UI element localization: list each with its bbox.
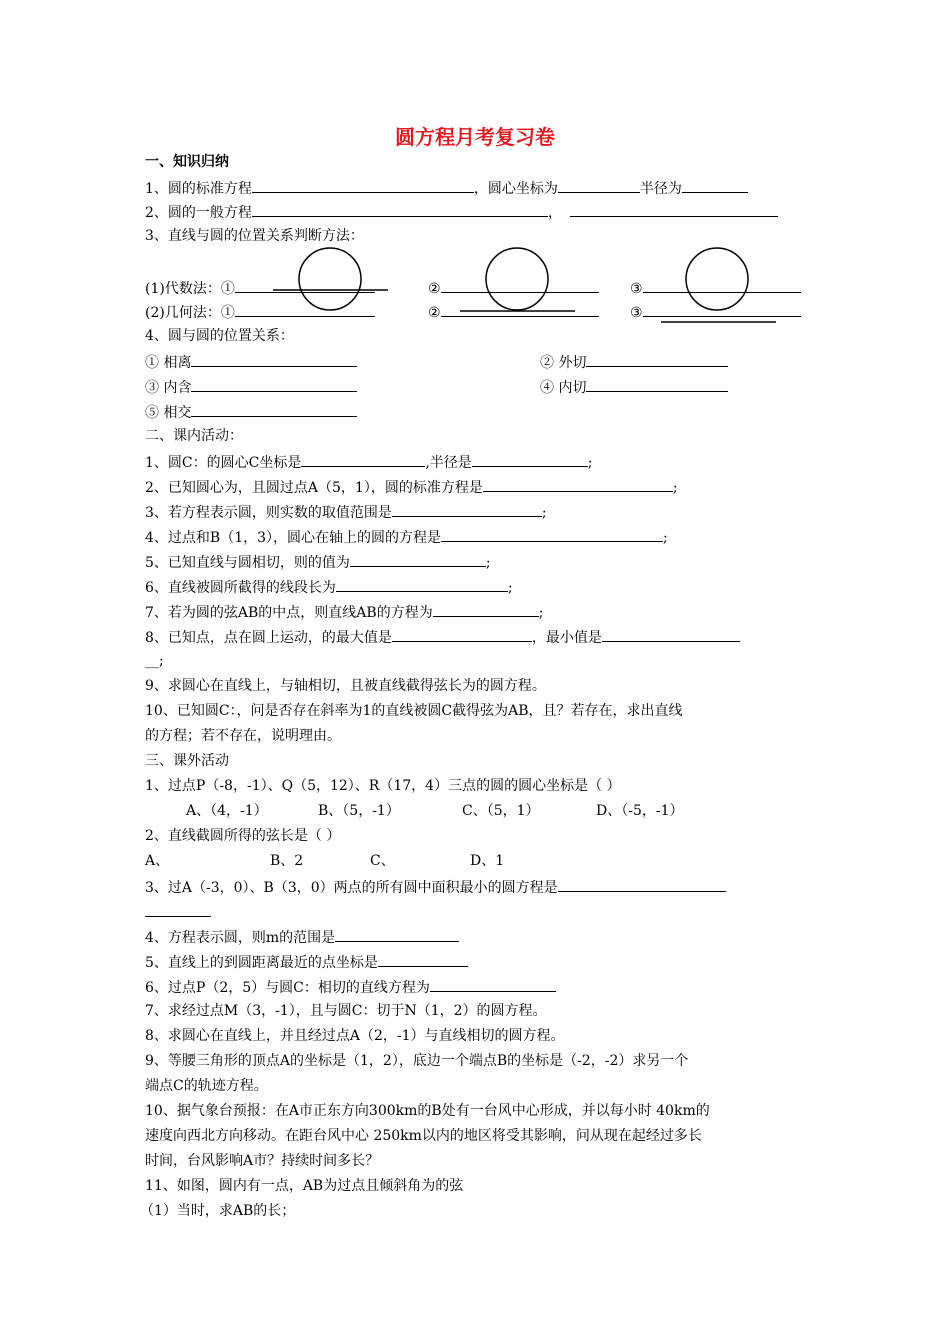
- blank[interactable]: [191, 402, 357, 417]
- s3-q2-option-a[interactable]: A、: [145, 853, 170, 869]
- s3-q3: 3、过A（-3，0）、B（3，0）两点的所有圆中面积最小的圆方程是: [145, 877, 726, 897]
- s3-q1-option-b[interactable]: B、（5，-1）: [318, 803, 400, 819]
- circle-secant-figure: [299, 248, 361, 310]
- blank[interactable]: [335, 927, 459, 942]
- s3-q1: 1、过点P（-8，-1）、Q（5，12）、R（17，4）三点的圆的圆心坐标是（ ）: [145, 778, 621, 794]
- s3-q4: 4、方程表示圆，则m的范围是: [145, 927, 459, 947]
- s2-q8-cont: __;: [145, 653, 164, 669]
- blank[interactable]: [392, 502, 542, 517]
- blank[interactable]: [392, 627, 532, 642]
- section-3-heading: 三、课外活动: [145, 753, 229, 769]
- s2-q6: 6、直线被圆所截得的线段长为 ;: [145, 577, 513, 597]
- s3-q9: 9、等腰三角形的顶点A的坐标是（1，2），底边一个端点B的坐标是（-2，-2）求另一个: [145, 1053, 689, 1069]
- s2-q1: 1、圆C：的圆心C坐标是 ,半径是 ;: [145, 452, 593, 472]
- s1-item-2: 2、圆的一般方程 ，: [145, 202, 778, 222]
- s3-q1-option-c[interactable]: C、（5，1）: [462, 803, 540, 819]
- s2-q10-cont: 的方程；若不存在，说明理由。: [145, 728, 341, 744]
- blank[interactable]: [441, 527, 663, 542]
- blank[interactable]: [472, 452, 588, 467]
- blank[interactable]: [430, 977, 556, 992]
- geometric-method-3: ③: [630, 302, 801, 322]
- circle-tangent-figure: [486, 248, 548, 310]
- s3-q10-cont-2: 时间，台风影响A市？持续时间多长？: [145, 1153, 380, 1169]
- s3-q5: 5、直线上的到圆距离最近的点坐标是: [145, 952, 468, 972]
- s3-q9-cont: 端点C的轨迹方程。: [145, 1078, 268, 1094]
- s2-q8: 8、已知点，点在圆上运动，的最大值是 ，最小值是: [145, 627, 740, 647]
- blank[interactable]: [191, 352, 357, 367]
- geometric-method-2: ②: [428, 302, 599, 322]
- s3-q2-option-d[interactable]: D、1: [470, 853, 505, 869]
- s3-q7: 7、求经过点M（3，-1），且与圆C：切于N（1，2）的圆方程。: [145, 1003, 547, 1019]
- circle-separate-figure: [686, 248, 748, 310]
- s3-q6: 6、过点P（2，5）与圆C：相切的直线方程为: [145, 977, 556, 997]
- blank[interactable]: [301, 452, 425, 467]
- blank[interactable]: [558, 877, 726, 892]
- s3-q2-option-b[interactable]: B、2: [270, 853, 304, 869]
- geometric-method-row: (2)几何法：①: [145, 302, 375, 322]
- s1-item-4: 4、圆与圆的位置关系：: [145, 328, 294, 344]
- s3-q11-part-1: （1）当时，求AB的长；: [140, 1203, 296, 1219]
- blank[interactable]: [350, 552, 486, 567]
- s3-q10-cont-1: 速度向西北方向移动。在距台风中心 250km以内的地区将受其影响，问从现在起经过多长: [145, 1128, 702, 1144]
- relation-internal-tangent: ④ 内切: [540, 377, 728, 397]
- page-title: 圆方程月考复习卷: [395, 125, 555, 149]
- s2-q9: 9、求圆心在直线上，与轴相切，且被直线截得弦长为的圆方程。: [145, 678, 546, 694]
- algebraic-method-row: (1)代数法：①: [145, 278, 375, 298]
- relation-contained: ③ 内含: [145, 377, 357, 397]
- s2-q4: 4、过点和B（1，3），圆心在轴上的圆的方程是 ;: [145, 527, 668, 547]
- blank[interactable]: [145, 902, 211, 917]
- s3-q3-cont: [145, 902, 211, 922]
- blank[interactable]: [191, 377, 357, 392]
- s2-q2: 2、已知圆心为，且圆过点A（5，1），圆的标准方程是 ;: [145, 477, 678, 497]
- blank[interactable]: [378, 952, 468, 967]
- relation-intersect: ⑤ 相交: [145, 402, 357, 422]
- s1-item-3: 3、直线与圆的位置关系判断方法：: [145, 228, 364, 244]
- s1-item-1: 1、圆的标准方程 ，圆心坐标为 半径为: [145, 178, 748, 198]
- s2-q3: 3、若方程表示圆，则实数的取值范围是 ;: [145, 502, 547, 522]
- s3-q2-option-c[interactable]: C、: [370, 853, 395, 869]
- s3-q8: 8、求圆心在直线上，并且经过点A（2，-1）与直线相切的圆方程。: [145, 1028, 565, 1044]
- section-2-heading: 二、课内活动：: [145, 428, 243, 444]
- blank[interactable]: [602, 627, 740, 642]
- blank[interactable]: [483, 477, 673, 492]
- blank[interactable]: [586, 352, 728, 367]
- s2-q7: 7、若为圆的弦AB的中点，则直线AB的方程为 ;: [145, 602, 543, 622]
- relation-external-tangent: ② 外切: [540, 352, 728, 372]
- s3-q11: 11、如图，圆内有一点，AB为过点且倾斜角为的弦: [145, 1178, 464, 1194]
- s2-q5: 5、已知直线与圆相切，则的值为 ;: [145, 552, 491, 572]
- blank[interactable]: [586, 377, 728, 392]
- relation-separate: ① 相离: [145, 352, 357, 372]
- s3-q10: 10、据气象台预报：在A市正东方向300km的B处有一台风中心形成，并以每小时 40km的: [145, 1103, 710, 1119]
- s3-q2: 2、直线截圆所得的弦长是（ ）: [145, 828, 341, 844]
- section-1-heading: 一、知识归纳: [145, 154, 229, 170]
- algebraic-method-2: ②: [428, 278, 599, 298]
- s3-q1-option-d[interactable]: D、（-5，-1）: [596, 803, 684, 819]
- algebraic-method-3: ③: [630, 278, 801, 298]
- s2-q10: 10、已知圆C：，问是否存在斜率为1的直线被圆C截得弦为AB，且？若存在，求出直线: [145, 703, 683, 719]
- s3-q1-option-a[interactable]: A、（4，-1）: [186, 803, 268, 819]
- blank[interactable]: [433, 602, 539, 617]
- blank[interactable]: [336, 577, 508, 592]
